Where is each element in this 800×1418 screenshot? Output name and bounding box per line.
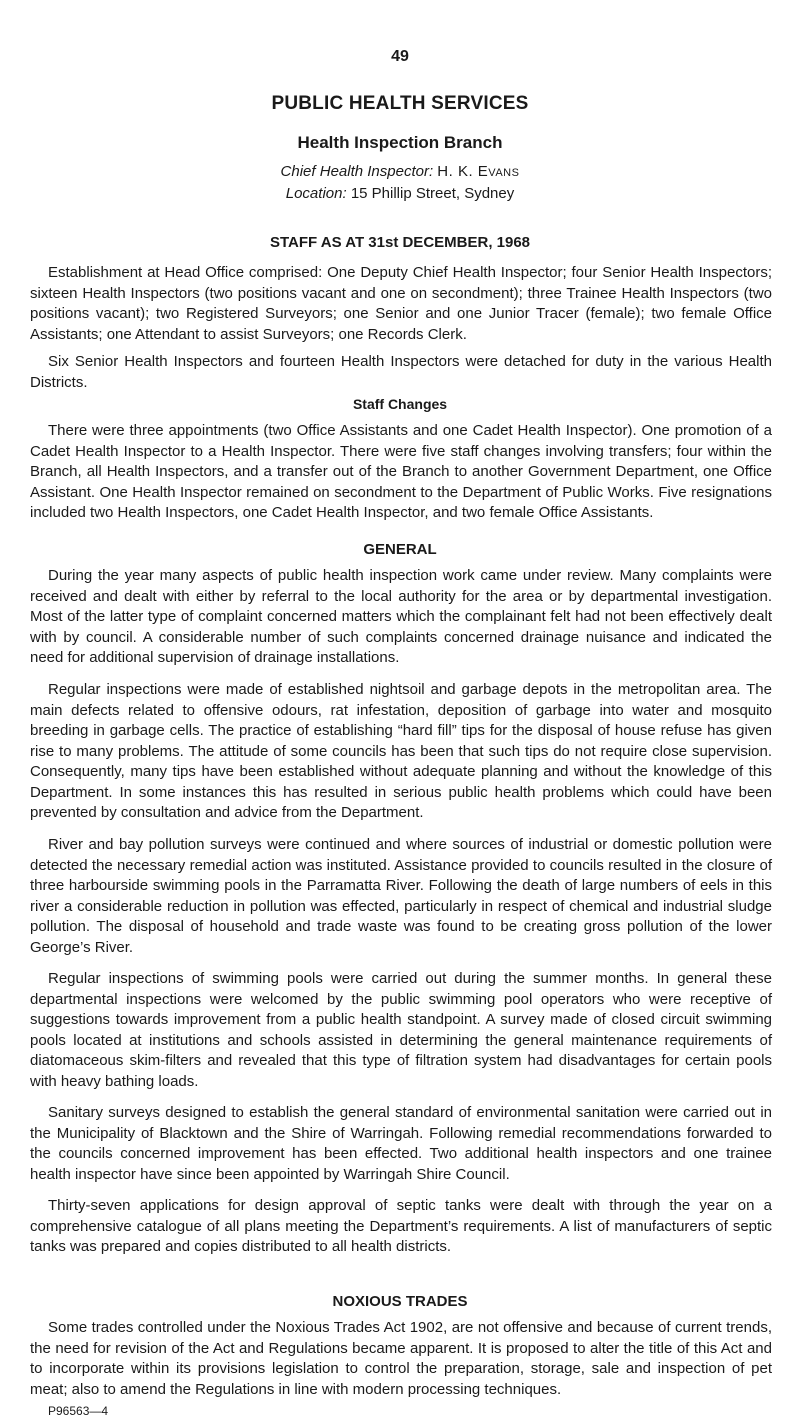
- paragraph: Regular inspections were made of established nightsoil and garbage depots in the metropolitan area. The main defects related to offensive odours, rat infestation, deposition of garbage into water and mosquito breeding in garbage cells. The practice of establishing “hard fill” tips for the disposal of house refuse has given rise to many problems. The attitude of some councils has been that such tips do not require close supervision. Consequently, many tips have been established without adequate planning and without the knowledge of this Department. In some instances this has resulted in serious public health problems which could have been prevented by consultation and advice from the Department.: [30, 681, 772, 821]
- location-value: 15 Phillip Street, Sydney: [350, 185, 515, 202]
- chief-inspector-name: H. K. Evans: [437, 163, 520, 180]
- paragraph: Six Senior Health Inspectors and fourteen Health Inspectors were detached for duty in the various Health Districts.: [30, 353, 772, 391]
- staff-heading: STAFF AS AT 31st DECEMBER, 1968: [269, 234, 531, 251]
- paragraph: There were three appointments (two Office Assistants and one Cadet Health Inspector). One promotion of a Cadet Health Inspector to a Health Inspector. There were five staff changes involving transfers; four within the Branch, all Health Inspectors, and a transfer out of the Branch to another Government Department, one Office Assistant. One Health Inspector remained on secondment to the Department of Public Works. Five resignations included two Health Inspectors, one Cadet Health Inspector, and two female Office Assistants.: [30, 422, 772, 521]
- location-label: Location:: [285, 185, 347, 202]
- paragraph: During the year many aspects of public health inspection work came under review. Many complaints were received and dealt with either by referral to the local authority for the area or by departmental investigation. Most of the latter type of complaint concerned matters which the complainant felt had not been effectively dealt with by council. A considerable number of such complaints concerned drainage nuisance and indicated the need for additional supervision of drainage installations.: [30, 567, 772, 666]
- noxious-trades-heading: NOXIOUS TRADES: [332, 1293, 468, 1310]
- staff-changes-heading: Staff Changes: [352, 396, 448, 412]
- general-heading: GENERAL: [363, 541, 437, 558]
- chief-inspector-line: [0, 163, 800, 180]
- paragraph: Regular inspections of swimming pools were carried out during the summer months. In general these departmental inspections were welcomed by the public swimming pool operators who were receptive of suggestions towards improvement from a public health standpoint. A survey made of closed circuit swimming pools located at institutions and schools assisted in determining the general maintenance requirements of diatomaceous skim-filters and revealed that this type of filtration system had disadvantages for certain pools with heavy bathing loads.: [30, 970, 772, 1090]
- paragraph: Thirty-seven applications for design approval of septic tanks were dealt with through the year on a comprehensive catalogue of all plans meeting the Department’s requirements. A list of manufacturers of septic tanks was prepared and copies distributed to all health districts.: [30, 1197, 772, 1255]
- branch-heading: Health Inspection Branch: [297, 133, 503, 152]
- paragraph: Sanitary surveys designed to establish the general standard of environmental sanitation were carried out in the Municipality of Blacktown and the Shire of Warringah. Following remedial recommendations forwarded to the councils concerned improvement has been effected. Two additional health inspectors and one trainee health inspector have since been appointed by Warringah Shire Council.: [30, 1104, 772, 1183]
- page-number: 49: [391, 48, 409, 65]
- print-code: P96563—4: [48, 1404, 109, 1418]
- paragraph: Some trades controlled under the Noxious Trades Act 1902, are not offensive and because of current trends, the need for revision of the Act and Regulations became apparent. It is proposed to alter the title of this Act and to incorporate within its provisions legislation to control the preparation, storage, sale and inspection of pet meat; also to amend the Regulations in line with modern processing techniques.: [30, 1319, 772, 1398]
- paragraph: River and bay pollution surveys were continued and where sources of industrial or domestic pollution were detected the necessary remedial action was instituted. Assistance provided to councils resulted in the closure of three harbourside swimming pools in the Parramatta River. Following the death of large numbers of eels in this river a considerable reduction in pollution was effected, particularly in respect of chemical and industrial sludge pollution. The disposal of household and trade waste was found to be creating gross pollution of the lower George’s River.: [30, 836, 772, 956]
- chief-inspector-label: Chief Health Inspector:: [280, 163, 434, 180]
- location-line: [0, 185, 800, 202]
- page-title: PUBLIC HEALTH SERVICES: [271, 93, 529, 114]
- paragraph: Establishment at Head Office comprised: One Deputy Chief Health Inspector; four Senior Health Inspectors; sixteen Health Inspectors (two positions vacant and one on secondment); three Trainee Health Inspectors (two positions vacant); two Registered Surveyors; one Senior and one Junior Tracer (female); two female Office Assistants; one Attendant to assist Surveyors; one Records Clerk.: [30, 264, 772, 343]
